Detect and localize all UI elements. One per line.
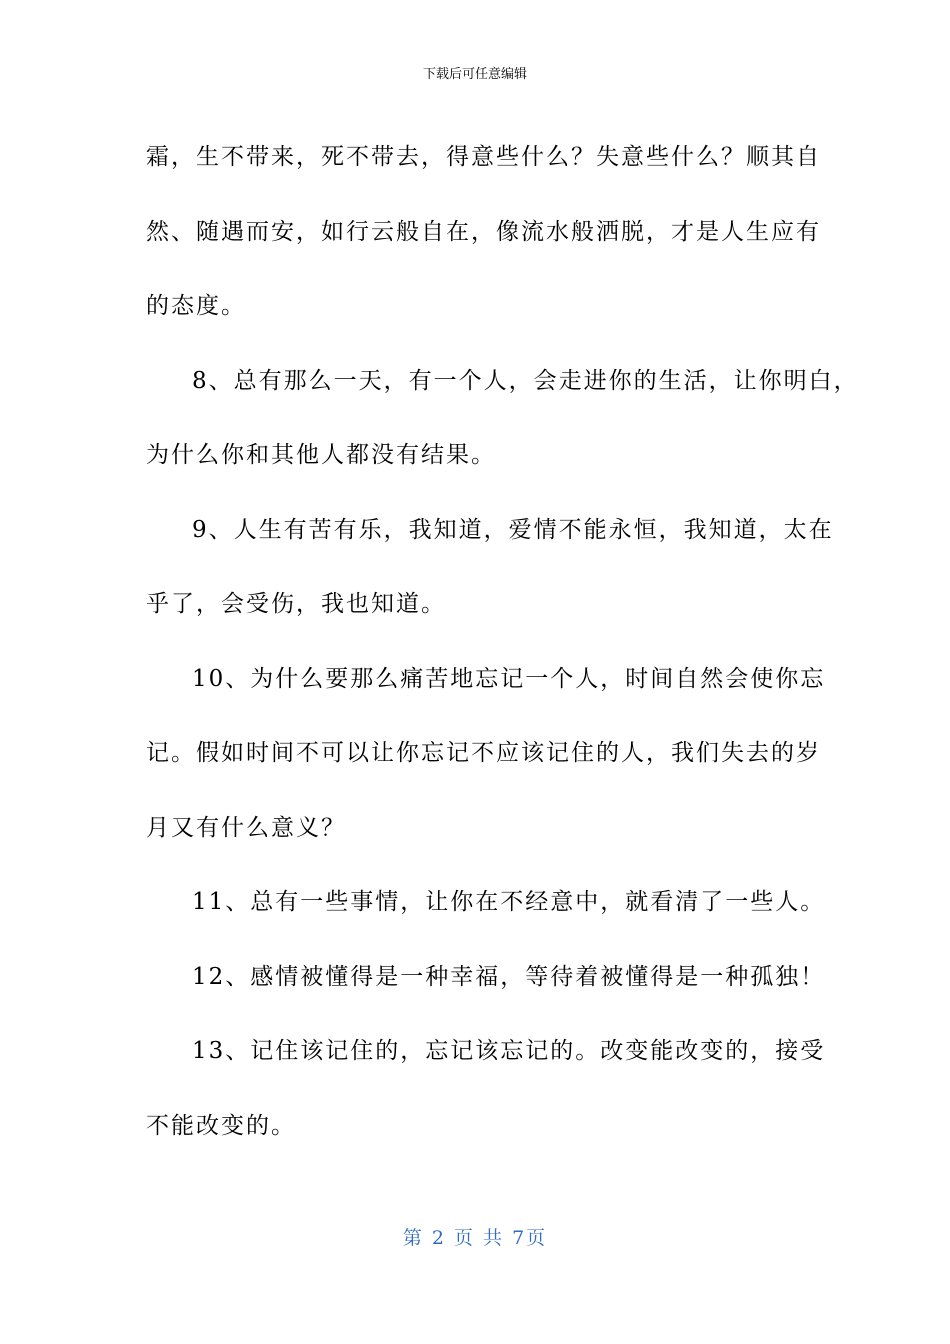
page-number: 第 2 页 共 7页 <box>402 1227 548 1249</box>
document-body <box>146 120 859 1163</box>
text-line: 9、人生有苦有乐，我知道，爱情不能永恒，我知道，太在 <box>192 516 834 543</box>
text-line: 月又有什么意义？ <box>146 814 346 841</box>
text-line: 记。假如时间不可以让你忘记不应该记住的人，我们失去的岁 <box>146 740 821 766</box>
text-line: 11、总有一些事情，让你在不经意中，就看清了一些人。 <box>192 889 826 915</box>
text-line: 霜，生不带来，死不带去，得意些什么？失意些什么？顺其自 <box>146 144 821 170</box>
text-line: 10、为什么要那么痛苦地忘记一个人，时间自然会使你忘 <box>192 665 826 692</box>
text-line: 为什么你和其他人都没有结果。 <box>146 442 496 468</box>
text-line: 然、随遇而安，如行云般自在，像流水般洒脱，才是人生应有 <box>146 218 821 245</box>
text-line: 13、记住该记住的，忘记该忘记的。改变能改变的，接受 <box>192 1038 826 1064</box>
page-header: 下载后可任意编辑 <box>422 67 527 82</box>
text-line: 8、总有那么一天，有一个人，会走进你的生活，让你明白， <box>192 367 859 394</box>
text-line: 12、感情被懂得是一种幸福，等待着被懂得是一种孤独！ <box>192 963 826 990</box>
text-line: 的态度。 <box>146 293 246 319</box>
text-line: 不能改变的。 <box>146 1112 296 1139</box>
text-line: 乎了，会受伤，我也知道。 <box>146 591 446 617</box>
